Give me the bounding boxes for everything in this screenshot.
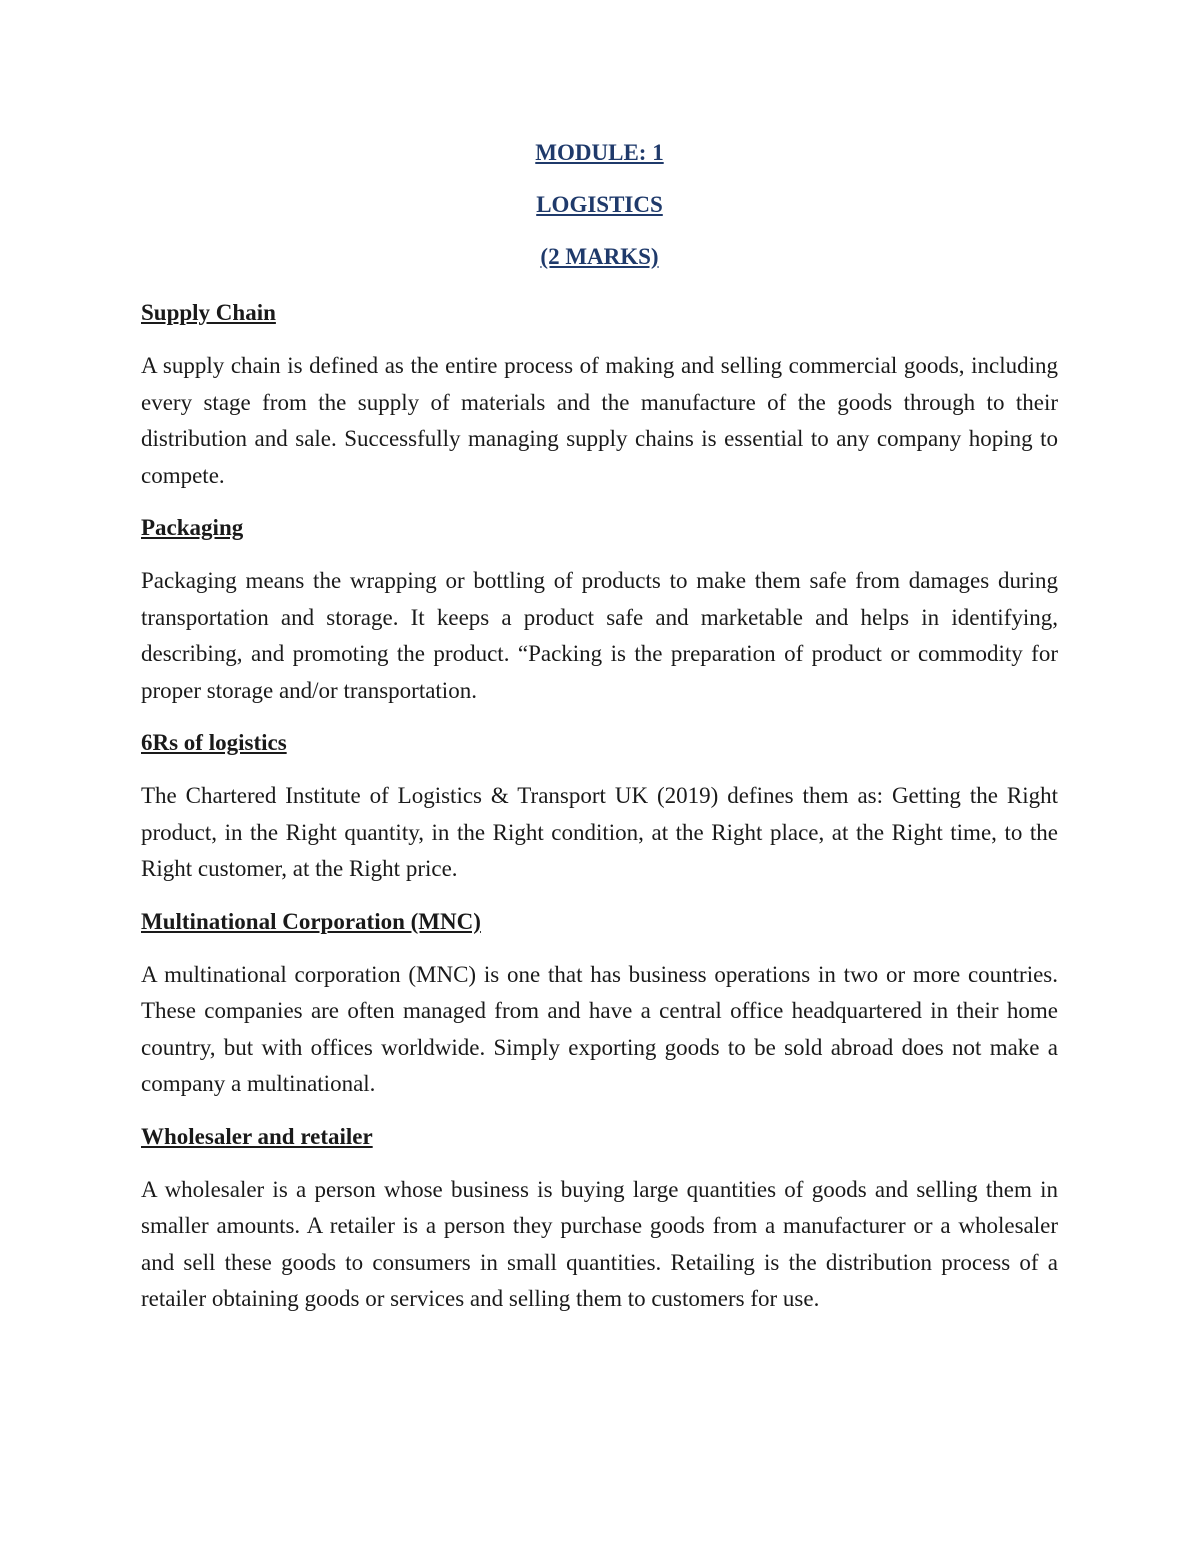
section-wholesaler-and-retailer [141, 1122, 1058, 1318]
section-packaging [141, 513, 1058, 709]
marks-title: (2 MARKS) [540, 244, 659, 269]
document-page [141, 138, 1058, 1337]
section-heading: 6Rs of logistics [141, 730, 287, 755]
section-multinational-corporation [141, 907, 1058, 1103]
subject-title: LOGISTICS [536, 192, 663, 217]
section-body: A multinational corporation (MNC) is one that has business operations in two or more countries. These companies are often managed from and have a central office headquartered in their home country, but with offices worldwide. Simply exporting goods to be sold abroad does not make a company a multinational. [141, 961, 1058, 1096]
section-body: A wholesaler is a person whose business is buying large quantities of goods and selling them in smaller amounts. A retailer is a person they purchase goods from a manufacturer or a wholesaler and sell these goods to consumers in small quantities. Retailing is the distribution process of a retailer obtaining goods or services and selling them to customers for use. [141, 1176, 1058, 1311]
module-title: MODULE: 1 [535, 140, 664, 165]
section-body: The Chartered Institute of Logistics & Transport UK (2019) defines them as: Getting the Right product, in the Right quantity, in the Right condition, at the Right place, at the Right time, to the Right customer, at the Right price. [141, 783, 1058, 881]
section-heading: Supply Chain [141, 300, 276, 325]
section-supply-chain [141, 298, 1058, 494]
section-6rs-of-logistics [141, 728, 1058, 888]
section-heading: Packaging [141, 515, 244, 540]
section-heading: Wholesaler and retailer [141, 1123, 373, 1149]
section-body: A supply chain is defined as the entire process of making and selling commercial goods, including every stage from the supply of materials and the manufacture of the goods through to their distribution and sale. Successfully managing supply chains is essential to any company hoping to compete. [141, 353, 1058, 488]
section-body: Packaging means the wrapping or bottling of products to make them safe from damages during transportation and storage. It keeps a product safe and marketable and helps in identifying, describing, and promoting the product. “Packing is the preparation of product or commodity for proper storage and/or transportation. [141, 568, 1058, 703]
section-heading: Multinational Corporation (MNC) [141, 908, 481, 934]
